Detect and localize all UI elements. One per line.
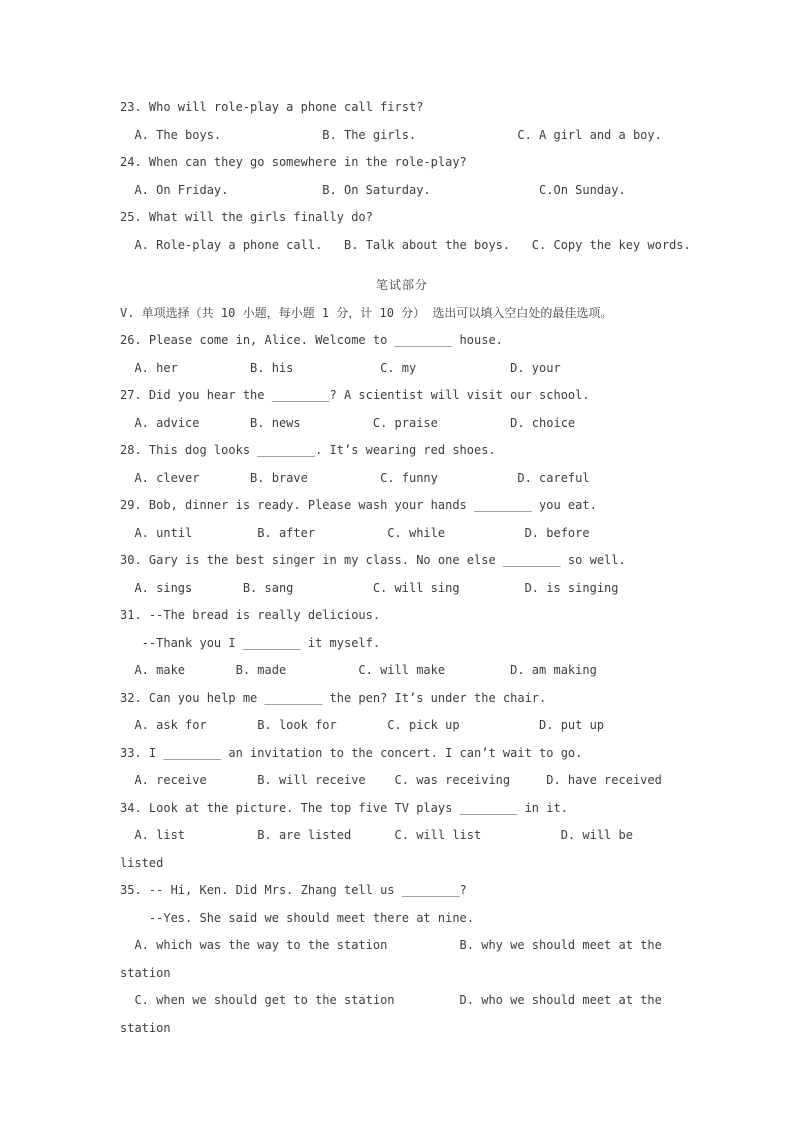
options-line: A. receive B. will receive C. was receiving D. have received: [120, 773, 662, 787]
options-line: A. ask for B. look for C. pick up D. put up: [120, 718, 605, 732]
question-line: 29. Bob, dinner is ready. Please wash your hands ________ you eat.: [120, 498, 597, 512]
question-line: 27. Did you hear the ________? A scientist will visit our school.: [120, 388, 590, 402]
question-line: 31. --The bread is really delicious.: [120, 608, 381, 622]
question-line: 32. Can you help me ________ the pen? It’s under the chair.: [120, 690, 547, 705]
wrapped-line: station: [120, 965, 171, 980]
question-line: --Yes. She said we should meet there at nine.: [120, 910, 475, 925]
options-line: A. until B. after C. while D. before: [120, 525, 590, 540]
question-line: 23. Who will role-play a phone call first?: [120, 100, 424, 114]
question-line: 26. Please come in, Alice. Welcome to ________ house.: [120, 333, 503, 347]
question-line: 30. Gary is the best singer in my class. No one else ________ so well.: [120, 553, 626, 567]
section-header: 笔试部分: [375, 278, 428, 292]
options-line: A. make B. made C. will make D. am making: [120, 663, 597, 677]
section-instruction: V. 单项选择（共 10 小题，每小题 1 分，计 10 分） 选出可以填入空白处的最佳选项。: [120, 305, 613, 320]
question-line: 25. What will the girls finally do?: [120, 210, 373, 224]
document-body: [120, 94, 691, 1042]
wrapped-line: listed: [120, 855, 164, 870]
options-line: A. list B. are listed C. will list D. will be: [120, 828, 633, 842]
options-line: A. which was the way to the station B. why we should meet at the: [120, 938, 662, 952]
wrapped-line: station: [120, 1020, 171, 1035]
options-line: A. her B. his C. my D. your: [120, 360, 561, 375]
question-line: 28. This dog looks ________. It’s wearing red shoes.: [120, 443, 496, 457]
options-line: C. when we should get to the station D. who we should meet at the: [120, 993, 662, 1007]
options-line: A. The boys. B. The girls. C. A girl and a boy.: [120, 127, 662, 142]
options-line: A. sings B. sang C. will sing D. is singing: [120, 580, 619, 595]
question-line: 34. Look at the picture. The top five TV plays ________ in it.: [120, 800, 568, 815]
question-line: 35. -- Hi, Ken. Did Mrs. Zhang tell us ________?: [120, 883, 467, 897]
options-line: A. advice B. news C. praise D. choice: [120, 415, 576, 430]
question-line: 24. When can they go somewhere in the role-play?: [120, 155, 467, 169]
options-line: A. On Friday. B. On Saturday. C.On Sunday.: [120, 182, 626, 197]
question-line: --Thank you I ________ it myself.: [120, 635, 381, 650]
options-line: A. clever B. brave C. funny D. careful: [120, 470, 590, 485]
question-line: 33. I ________ an invitation to the concert. I can’t wait to go.: [120, 745, 583, 760]
options-line: A. Role-play a phone call. B. Talk about the boys. C. Copy the key words.: [120, 237, 691, 252]
